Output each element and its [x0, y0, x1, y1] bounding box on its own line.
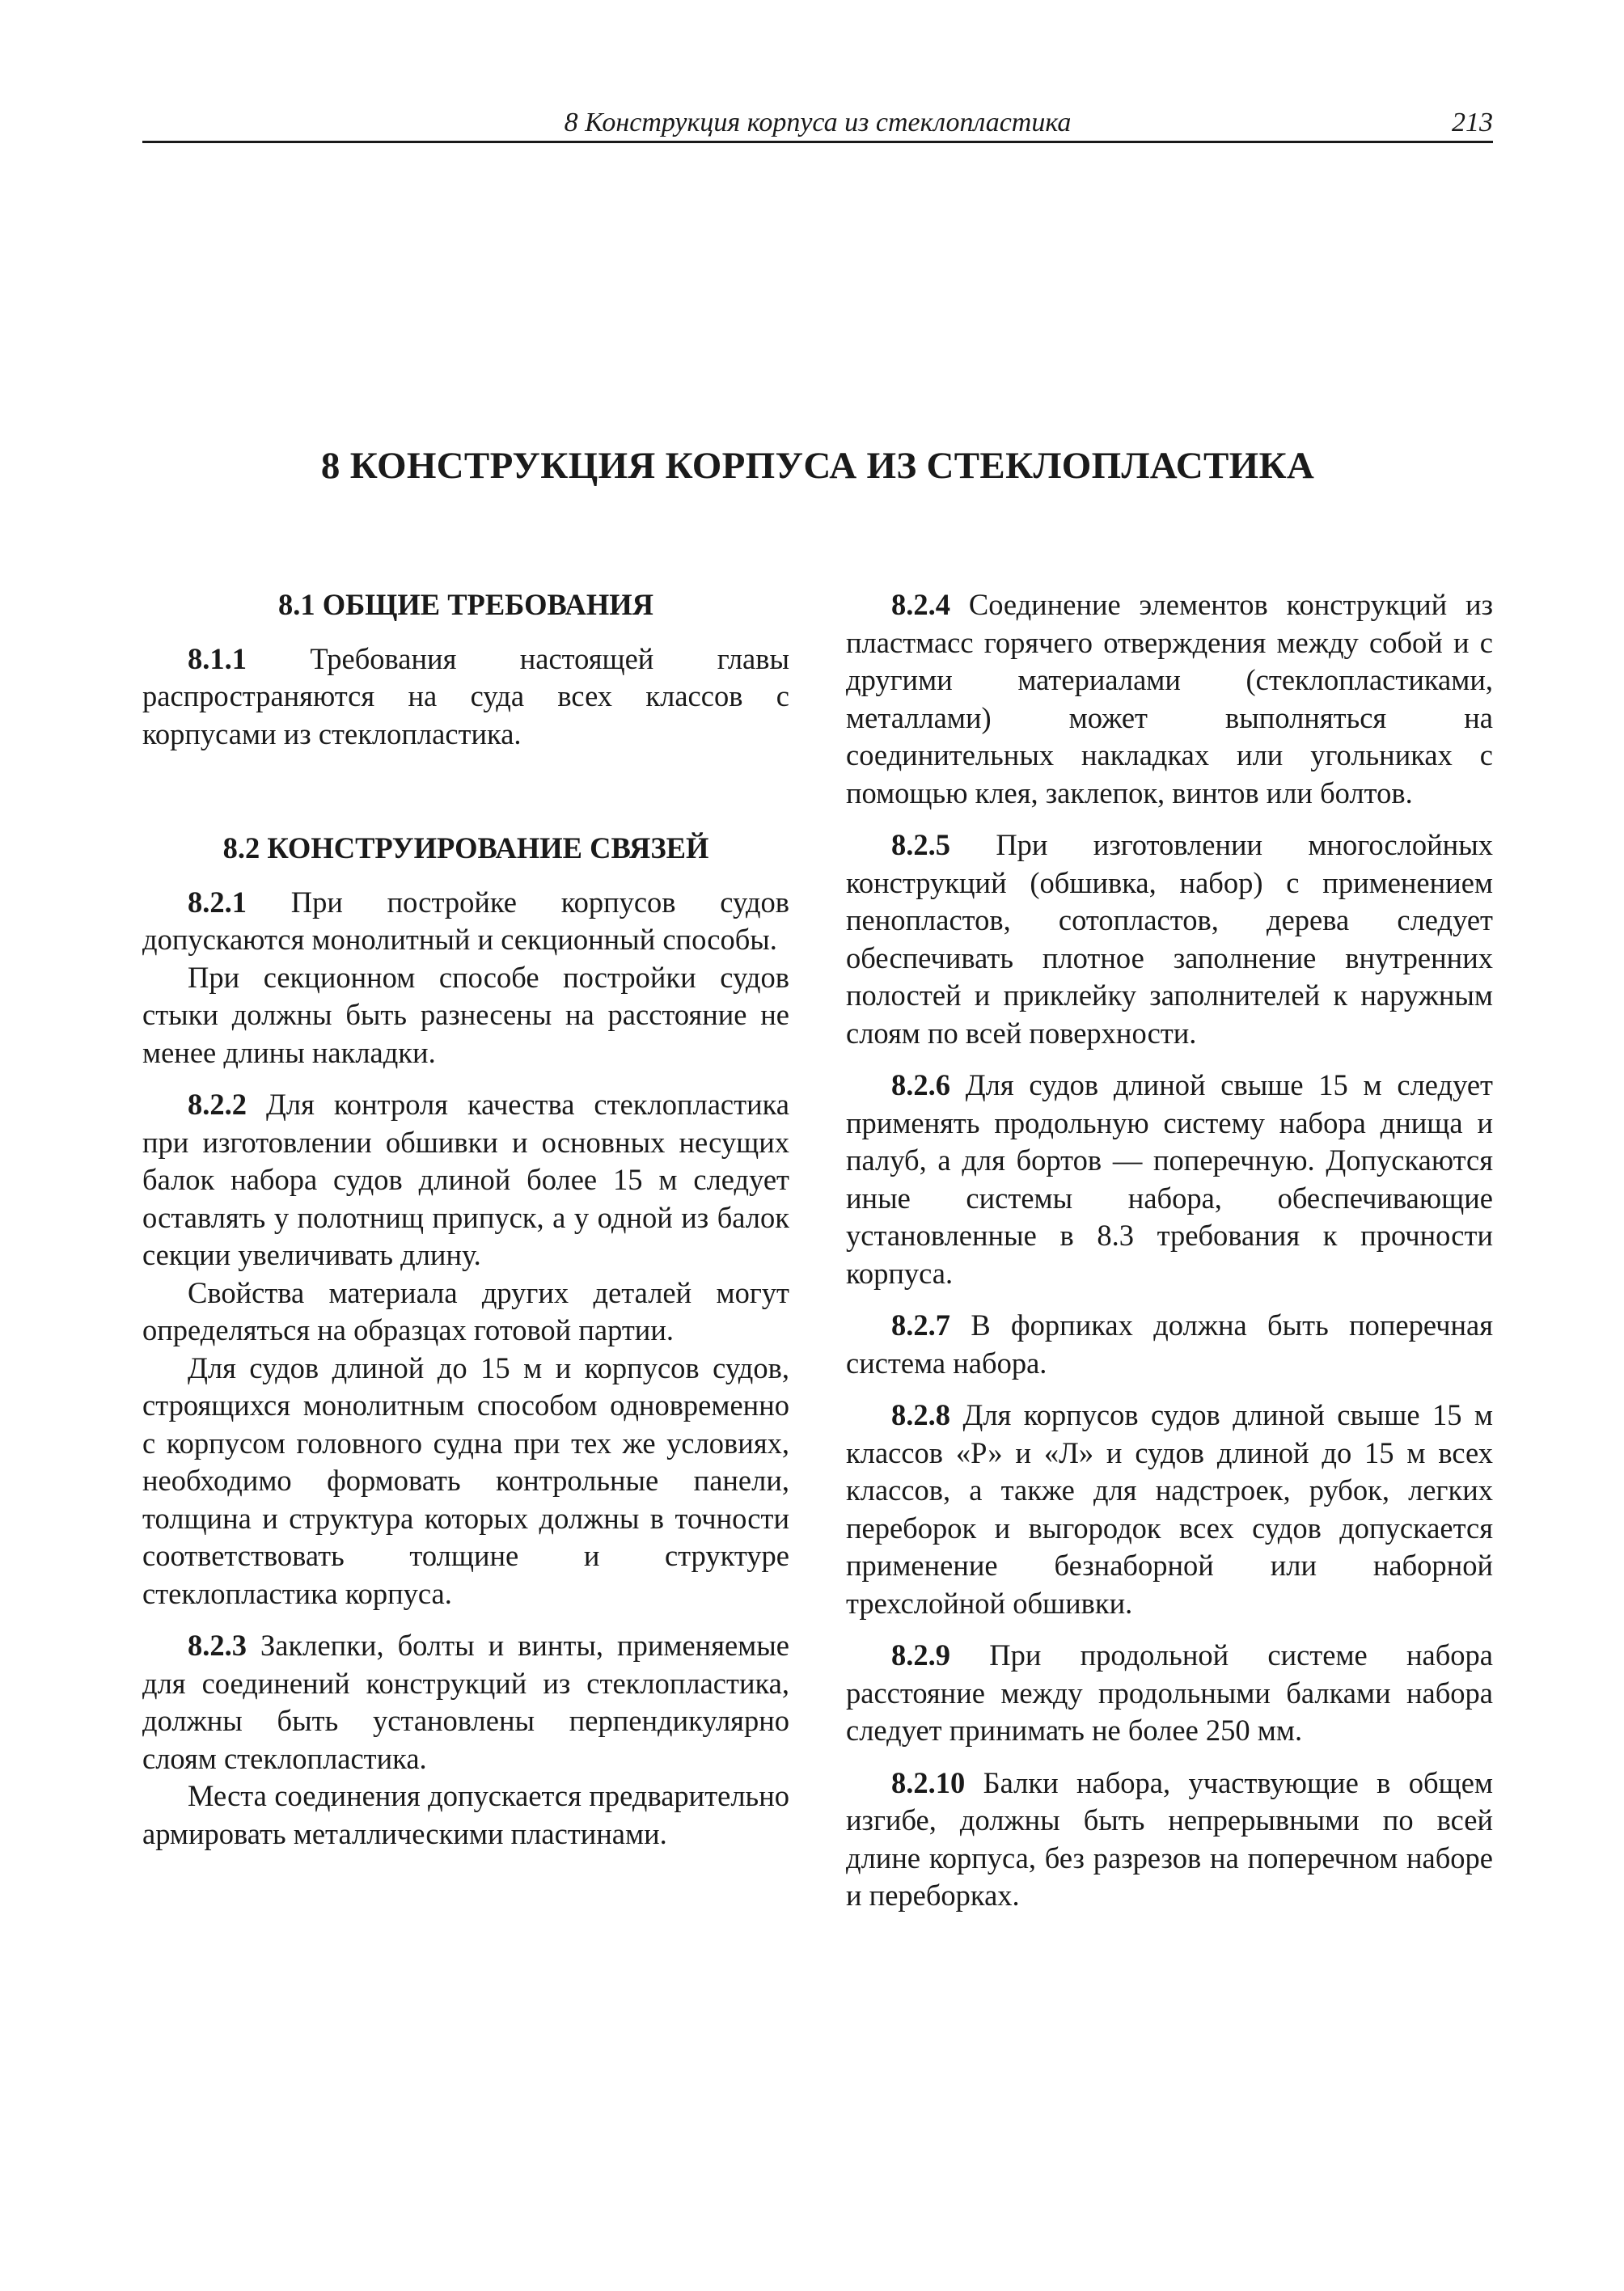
- chapter-title: 8 КОНСТРУКЦИЯ КОРПУСА ИЗ СТЕКЛОПЛАСТИКА: [320, 445, 1315, 488]
- running-title: 8 Конструкция корпуса из стеклопластика: [564, 108, 1072, 137]
- section-heading-8-2: 8.2 КОНСТРУИРОВАНИЕ СВЯЗЕЙ: [222, 831, 709, 864]
- right-column: [846, 586, 1493, 1915]
- paragraph-8-2-10: [846, 1765, 1493, 1915]
- paragraph-text: При постройке корпусов судов допускаются монолитный и секционный способы.: [142, 885, 789, 956]
- clause-number: 8.1.1: [188, 641, 247, 675]
- paragraph-8-2-2-continuation-1: Свойства материала других деталей могут определяться на образцах готовой партии.: [142, 1275, 789, 1346]
- paragraph-8-1-1: [142, 640, 789, 754]
- clause-number: 8.2.1: [188, 885, 247, 919]
- clause-number: 8.2.8: [891, 1398, 950, 1431]
- running-header: [142, 102, 1493, 143]
- paragraph-8-2-1-continuation: При секционном способе постройки судов стыки должны быть разнесены на расстояние не менее длины накладки.: [142, 960, 789, 1069]
- paragraph-text: Для контроля качества стеклопластика при изготовлении обшивки и основных несущих балок набора судов длиной более 15 м следует оставлять у полотнищ припуск, а у одной из балок секции увеличивать длину.: [142, 1088, 790, 1271]
- section-heading-8-1: 8.1 ОБЩИЕ ТРЕБОВАНИЯ: [277, 588, 654, 621]
- paragraph-8-2-7: [846, 1307, 1493, 1382]
- clause-number: 8.2.4: [891, 588, 950, 621]
- left-column: [142, 586, 789, 1853]
- paragraph-text: Балки набора, участвующие в общем изгибе, должны быть непрерывными по всей длине корпуса, без разрезов на поперечном наборе и переборках.: [846, 1765, 1494, 1912]
- clause-number: 8.2.9: [891, 1638, 950, 1672]
- paragraph-8-2-3-continuation: Места соединения допускается предварительно армировать металлическими пластинами.: [142, 1779, 789, 1850]
- paragraph-text: При продольной системе набора расстояние между продольными балками набора следует принимать не более 250 мм.: [846, 1638, 1494, 1747]
- paragraph-8-2-4: [846, 586, 1493, 812]
- paragraph-text: Заклепки, болты и винты, применяемые для соединений конструкций из стеклопластика, должны быть установлены перпендикулярно слоям стеклопластика.: [142, 1629, 790, 1775]
- paragraph-8-2-2-continuation-2: Для судов длиной до 15 м и корпусов судов, строящихся монолитным способом одновременно с корпусом головного судна при тех же условиях, необходимо формовать контрольные панели, толщина и структура которых должны в точности соответствовать толщине и структуре стеклопластика корпуса.: [142, 1351, 789, 1610]
- paragraph-text: При изготовлении многослойных конструкций (обшивка, набор) с применением пенопластов, сотопластов, дерева следует обеспечивать плотное заполнение внутренних полостей и приклейку заполнителей к наружным слоям по всей поверхности.: [846, 828, 1493, 1050]
- paragraph-8-2-5: [846, 826, 1493, 1052]
- paragraph-8-2-8: [846, 1397, 1493, 1622]
- page-number: 213: [1452, 108, 1493, 137]
- paragraph-8-2-2: [142, 1086, 789, 1274]
- clause-number: 8.2.5: [891, 828, 950, 861]
- paragraph-8-2-3: [142, 1627, 789, 1777]
- clause-number: 8.2.10: [891, 1765, 966, 1799]
- clause-number: 8.2.2: [188, 1088, 247, 1121]
- paragraph-text: Требования настоящей главы распространяются на суда всех классов с корпусами из стеклопластика.: [142, 641, 789, 750]
- clause-number: 8.2.6: [891, 1068, 950, 1101]
- paragraph-text: Для судов длиной свыше 15 м следует применять продольную систему набора днища и палуб, а для бортов — поперечную. Допускаются иные системы набора, обеспечивающие установленные в 8.3 требования к прочности корпуса.: [846, 1068, 1493, 1290]
- paragraph-text: Для корпусов судов длиной свыше 15 м классов «Р» и «Л» и судов длиной до 15 м всех классов, а также для надстроек, рубок, легких переборок и выгородок всех судов допускается применение безнаборной или наборной трехслойной обшивки.: [846, 1398, 1493, 1620]
- clause-number: 8.2.3: [188, 1629, 247, 1662]
- paragraph-8-2-9: [846, 1637, 1493, 1750]
- paragraph-text: Соединение элементов конструкций из пластмасс горячего отверждения между собой и с другими материалами (стеклопластиками, металлами) может выполняться на соединительных накладках или угольниках с помощью клея, заклепок, винтов или болтов.: [846, 588, 1493, 809]
- paragraph-text: В форпиках должна быть поперечная система набора.: [846, 1308, 1494, 1380]
- paragraph-8-2-1: [142, 884, 789, 959]
- paragraph-8-2-6: [846, 1067, 1493, 1292]
- clause-number: 8.2.7: [891, 1308, 950, 1342]
